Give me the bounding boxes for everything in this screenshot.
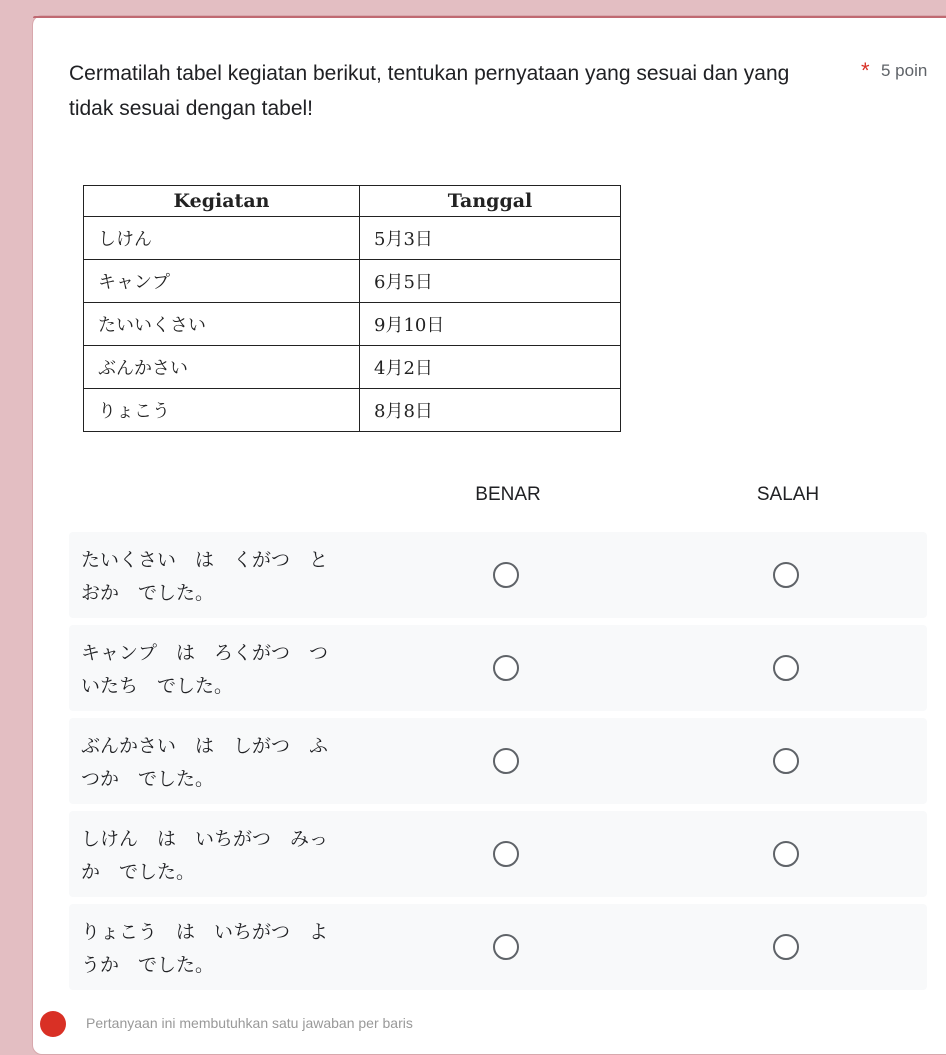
activity-cell: たいいくさい [84,303,360,346]
activity-cell: しけん [84,217,360,260]
radio-benar[interactable] [493,841,519,867]
radio-salah[interactable] [773,841,799,867]
column-header-salah: SALAH [756,484,820,505]
date-cell: 4月2日 [360,346,621,389]
table-row [84,303,621,346]
radio-salah[interactable] [773,655,799,681]
activity-cell: キャンプ [84,260,360,303]
radio-salah[interactable] [773,562,799,588]
statement-label: しけん は いちがつ みっか でした。 [81,829,329,883]
table-row [84,346,621,389]
points-label: 5 poin [881,61,928,80]
date-cell: 5月3日 [360,217,621,260]
radio-salah[interactable] [773,748,799,774]
table-row [84,389,621,432]
statement-label: キャンプ は ろくがつ ついたち でした。 [81,643,329,697]
statement-label: りょこう は いちがつ ようか でした。 [81,922,329,976]
table-row [84,217,621,260]
statement-label: たいくさい は くがつ とおか でした。 [81,550,329,604]
grid-row [69,625,927,711]
grid-row [69,904,927,990]
radio-benar[interactable] [493,934,519,960]
table-row [84,260,621,303]
question-title: Cermatilah tabel kegiatan berikut, tentukan pernyataan yang sesuai dan yang tidak sesuai dengan tabel! [69,62,790,120]
statement-label: ぶんかさい は しがつ ふつか でした。 [81,736,329,790]
radio-salah[interactable] [773,934,799,960]
table-header-activity: Kegiatan [84,186,360,217]
column-header-benar: BENAR [475,484,541,505]
question-card [32,15,946,1055]
activity-cell: ぶんかさい [84,346,360,389]
required-note: Pertanyaan ini membutuhkan satu jawaban per baris [86,1015,413,1031]
table-header-date: Tanggal [360,186,621,217]
required-asterisk: * [861,58,870,83]
radio-benar[interactable] [493,748,519,774]
radio-benar[interactable] [493,655,519,681]
grid-row [69,718,927,804]
alert-icon [40,1011,66,1037]
date-cell: 6月5日 [360,260,621,303]
grid-row [69,532,927,618]
activity-cell: りょこう [84,389,360,432]
radio-benar[interactable] [493,562,519,588]
grid-row [69,811,927,897]
activity-table [83,185,621,432]
date-cell: 8月8日 [360,389,621,432]
date-cell: 9月10日 [360,303,621,346]
